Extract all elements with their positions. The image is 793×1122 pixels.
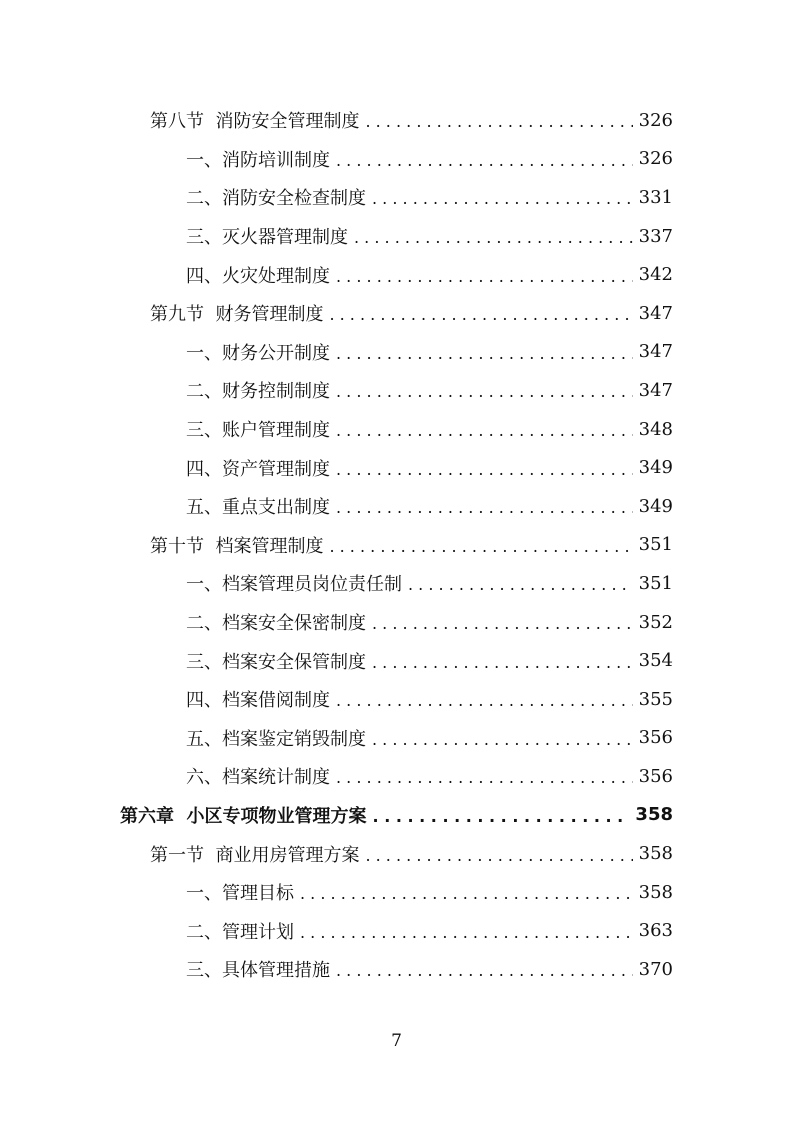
toc-entry-item[interactable] [0,603,793,642]
toc-entry-label: 第十节 档案管理制度 [150,535,324,557]
toc-entry-label: 四、火灾处理制度 [186,265,330,287]
toc-entry-label: 三、账户管理制度 [186,420,330,442]
toc-entry-item[interactable] [0,371,793,410]
toc-entry-page-number: 347 [638,341,673,363]
toc-entry-page-number: 355 [638,688,673,710]
page-number: 7 [391,1031,402,1051]
toc-entry-label: 第八节 消防安全管理制度 [150,111,360,133]
toc-entry-label: 第九节 财务管理制度 [150,304,324,326]
table-of-contents [0,101,793,989]
toc-entry-page-number: 354 [638,650,673,672]
toc-entry-label: 二、财务控制制度 [186,381,330,403]
dot-leader [336,693,633,709]
toc-entry-label: 三、灭火器管理制度 [186,227,348,249]
dot-leader [336,153,633,169]
dot-leader [336,963,633,979]
toc-entry-section[interactable] [0,526,793,565]
toc-entry-item[interactable] [0,680,793,719]
toc-entry-page-number: 358 [638,881,673,903]
toc-entry-item[interactable] [0,410,793,449]
dot-leader [372,655,633,671]
dot-leader [336,500,633,516]
toc-entry-section[interactable] [0,294,793,333]
toc-entry-label: 五、档案鉴定销毁制度 [186,728,366,750]
toc-entry-item[interactable] [0,757,793,796]
toc-entry-label: 三、具体管理措施 [186,960,330,982]
dot-leader [354,230,633,246]
toc-entry-page-number: 358 [635,804,673,826]
toc-entry-page-number: 347 [638,379,673,401]
toc-entry-page-number: 347 [638,302,673,324]
toc-entry-item[interactable] [0,140,793,179]
toc-entry-item[interactable] [0,487,793,526]
toc-entry-page-number: 348 [638,418,673,440]
toc-entry-section[interactable] [0,101,793,140]
toc-entry-item[interactable] [0,333,793,372]
toc-entry-item[interactable] [0,950,793,989]
toc-entry-item[interactable] [0,448,793,487]
dot-leader [336,384,633,400]
toc-entry-page-number: 356 [638,727,673,749]
toc-entry-label: 二、管理计划 [186,921,294,943]
dot-leader [329,539,632,555]
dot-leader [300,886,633,902]
dot-leader [365,848,632,864]
toc-entry-chapter[interactable] [0,796,793,835]
dot-leader [372,732,633,748]
dot-leader [329,307,632,323]
toc-entry-item[interactable] [0,217,793,256]
dot-leader [300,925,633,941]
dot-leader [336,346,633,362]
dot-leader [365,114,632,130]
toc-entry-page-number: 352 [638,611,673,633]
toc-entry-item[interactable] [0,564,793,603]
toc-entry-page-number: 370 [638,958,673,980]
toc-entry-section[interactable] [0,834,793,873]
dot-leader [336,269,633,285]
toc-entry-label: 一、消防培训制度 [186,149,330,171]
toc-entry-page-number: 326 [638,148,673,170]
toc-entry-label: 六、档案统计制度 [186,767,330,789]
toc-entry-label: 五、重点支出制度 [186,497,330,519]
toc-entry-page-number: 342 [638,264,673,286]
toc-entry-label: 一、档案管理员岗位责任制 [186,574,402,596]
toc-entry-page-number: 331 [638,186,673,208]
toc-entry-item[interactable] [0,255,793,294]
toc-entry-label: 一、管理目标 [186,883,294,905]
toc-entry-label: 二、档案安全保密制度 [186,613,366,635]
toc-entry-label: 三、档案安全保管制度 [186,651,366,673]
dot-leader [336,462,633,478]
dot-leader [336,423,633,439]
toc-entry-item[interactable] [0,641,793,680]
toc-entry-label: 二、消防安全检查制度 [186,188,366,210]
toc-entry-label: 四、资产管理制度 [186,458,330,480]
toc-entry-page-number: 351 [638,534,673,556]
toc-entry-page-number: 358 [638,843,673,865]
toc-entry-item[interactable] [0,873,793,912]
toc-entry-page-number: 326 [638,109,673,131]
toc-entry-item[interactable] [0,719,793,758]
toc-entry-label: 四、档案借阅制度 [186,690,330,712]
dot-leader [373,809,630,825]
toc-entry-label: 第一节 商业用房管理方案 [150,844,360,866]
toc-entry-item[interactable] [0,911,793,950]
toc-entry-page-number: 349 [638,495,673,517]
dot-leader [408,577,633,593]
toc-entry-page-number: 356 [638,765,673,787]
dot-leader [372,616,633,632]
toc-entry-item[interactable] [0,178,793,217]
toc-entry-page-number: 363 [638,920,673,942]
dot-leader [372,191,633,207]
toc-entry-label: 第六章 小区专项物业管理方案 [120,805,367,827]
toc-entry-label: 一、财务公开制度 [186,342,330,364]
toc-entry-page-number: 349 [638,457,673,479]
toc-entry-page-number: 351 [638,572,673,594]
dot-leader [336,770,633,786]
toc-entry-page-number: 337 [638,225,673,247]
